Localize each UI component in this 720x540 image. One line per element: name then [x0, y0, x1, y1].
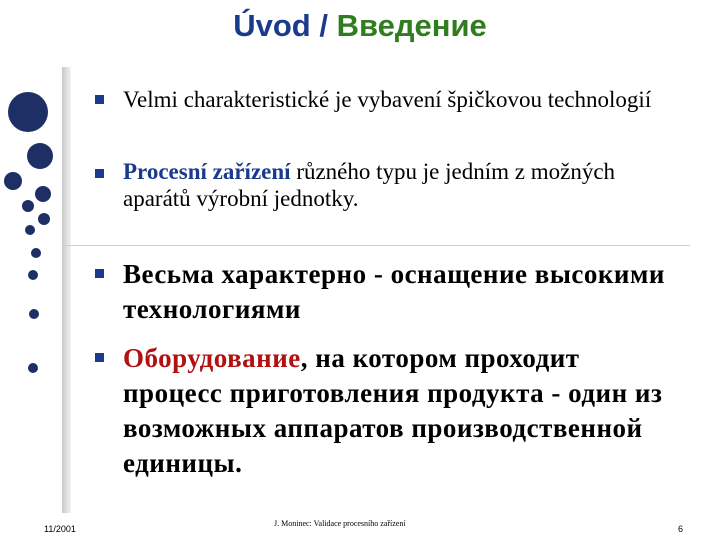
- bullet-highlight: Procesní zařízení: [123, 159, 291, 184]
- footer-date: 11/2001: [44, 524, 76, 534]
- horizontal-rule: [62, 245, 690, 246]
- bullet-item-1: [123, 86, 683, 113]
- decor-dot: [38, 213, 50, 225]
- bullet-highlight: Оборудование: [123, 343, 301, 373]
- page-number: 6: [678, 524, 684, 534]
- bullet-text: Весьма характерно - оснащение высокими технологиями: [123, 259, 665, 324]
- vertical-rule-lower: [62, 245, 71, 513]
- bullet-item-2: [123, 158, 683, 212]
- decor-dot: [31, 248, 41, 258]
- decor-dot: [29, 309, 39, 319]
- bullet-marker: [95, 269, 104, 278]
- decor-dot: [4, 172, 22, 190]
- decor-dot: [35, 186, 51, 202]
- bullet-item-4: [123, 341, 683, 481]
- decor-dot: [28, 270, 38, 280]
- bullet-text: Velmi charakteristické je vybavení špičkovou technologií: [123, 87, 652, 112]
- slide-title: [0, 6, 720, 46]
- decor-dot: [22, 200, 34, 212]
- bullet-item-3: [123, 257, 683, 327]
- vertical-rule-upper: [62, 67, 71, 245]
- title-russian: Введение: [336, 8, 487, 43]
- bullet-text: různého typu je jedním z možných aparátů výrobní jednotky.: [123, 159, 616, 211]
- bullet-marker: [95, 95, 104, 104]
- bullet-marker: [95, 353, 104, 362]
- title-separator: /: [310, 8, 337, 43]
- footer-author: J. Moninec: Validace procesního zařízení: [274, 519, 406, 528]
- bullet-marker: [95, 169, 104, 178]
- bullet-text: , на котором проходит процесс приготовления продукта - один из возможных аппаратов производственной единицы.: [123, 343, 663, 478]
- title-czech: Úvod: [233, 8, 311, 43]
- decor-dot: [25, 225, 35, 235]
- decor-dot: [27, 143, 53, 169]
- decor-dot: [28, 363, 38, 373]
- decor-dot: [8, 92, 48, 132]
